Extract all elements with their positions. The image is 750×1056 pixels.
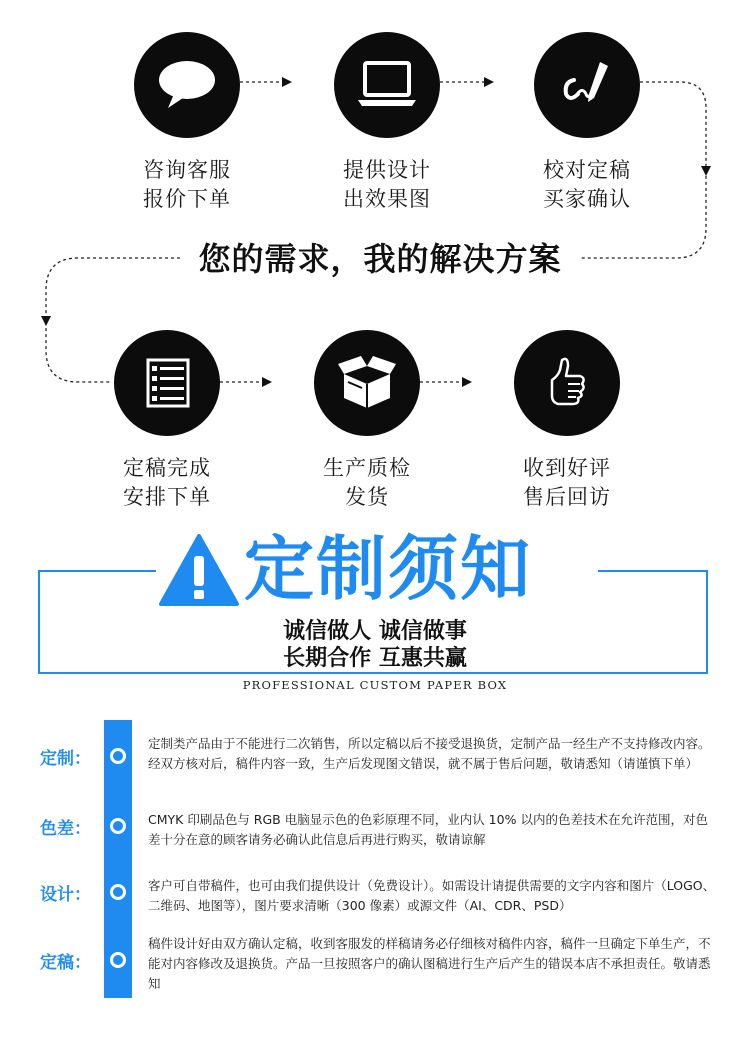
notice-subtitle: PROFESSIONAL CUSTOM PAPER BOX — [242, 678, 508, 692]
notice-title: 定制须知 — [244, 528, 532, 610]
motto — [0, 618, 750, 672]
timeline-dot-icon — [110, 884, 126, 900]
term-text: 定制类产品由于不能进行二次销售，所以定稿以后不接受退换货，定制产品一经生产不支持修改内容。经双方核对后，稿件内容一致，生产后发现图文错误，就不属于售后问题，敬请悉知（请谨慎下单） — [148, 736, 711, 771]
step-proofread — [507, 32, 667, 214]
step-icon-circle — [334, 32, 440, 138]
process-flow — [0, 0, 750, 520]
step-label: 校对定稿 买家确认 — [543, 158, 631, 211]
step-review — [487, 330, 647, 512]
speech-bubble-icon — [134, 32, 240, 138]
motto-line: 长期合作 互惠共赢 — [283, 646, 467, 671]
document-list-icon — [114, 330, 220, 436]
term-text: CMYK 印刷品色与 RGB 电脑显示色的色彩原理不同，业内认 10% 以内的色差技术在允许范围，对色差十分在意的顾客请务必确认此信息后再进行购买，敬请谅解 — [148, 812, 708, 847]
step-icon-circle — [534, 32, 640, 138]
warning-icon — [158, 532, 240, 608]
step-icon-circle — [514, 330, 620, 436]
step-production — [287, 330, 447, 512]
thumbs-up-icon — [514, 330, 620, 436]
step-icon-circle — [114, 330, 220, 436]
notice-frame-top-left — [38, 570, 156, 572]
step-icon-circle — [314, 330, 420, 436]
term-key: 色差： — [40, 819, 91, 839]
notice-frame-top-right — [598, 570, 708, 572]
solution-slogan: 您的需求，我的解决方案 — [180, 236, 580, 282]
term-key: 定制： — [40, 749, 91, 769]
term-key: 定稿： — [40, 953, 91, 973]
term-text: 客户可自带稿件，也可由我们提供设计（免费设计）。如需设计请提供需要的文字内容和图片（LOGO、二维码、地图等），图片要求清晰（300 像素）或源文件（AI、CDR、PSD） — [148, 878, 716, 913]
laptop-icon — [334, 32, 440, 138]
term-text: 稿件设计好由双方确认定稿，收到客服发的样稿请务必仔细核对稿件内容，稿件一旦确定下单生产，不能对内容修改及退换货。产品一旦按照客户的确认图稿进行生产后产生的错误本店不承担责任。敬请悉知 — [148, 936, 711, 991]
timeline-dot-icon — [110, 818, 126, 834]
timeline-dot-icon — [110, 952, 126, 968]
step-icon-circle — [134, 32, 240, 138]
step-label: 提供设计 出效果图 — [343, 158, 431, 211]
motto-line: 诚信做人 诚信做事 — [283, 619, 467, 644]
package-box-icon — [314, 330, 420, 436]
step-consult — [107, 32, 267, 214]
signature-pen-icon — [534, 32, 640, 138]
custom-notice-banner — [0, 520, 750, 700]
step-label: 生产质检 发货 — [323, 456, 411, 509]
terms-list — [0, 720, 750, 1000]
step-label: 定稿完成 安排下单 — [123, 456, 211, 509]
step-finalize — [87, 330, 247, 512]
step-design — [307, 32, 467, 214]
term-key: 设计： — [40, 885, 91, 905]
step-label: 咨询客服 报价下单 — [143, 158, 231, 211]
timeline-dot-icon — [110, 748, 126, 764]
step-label: 收到好评 售后回访 — [523, 456, 611, 509]
